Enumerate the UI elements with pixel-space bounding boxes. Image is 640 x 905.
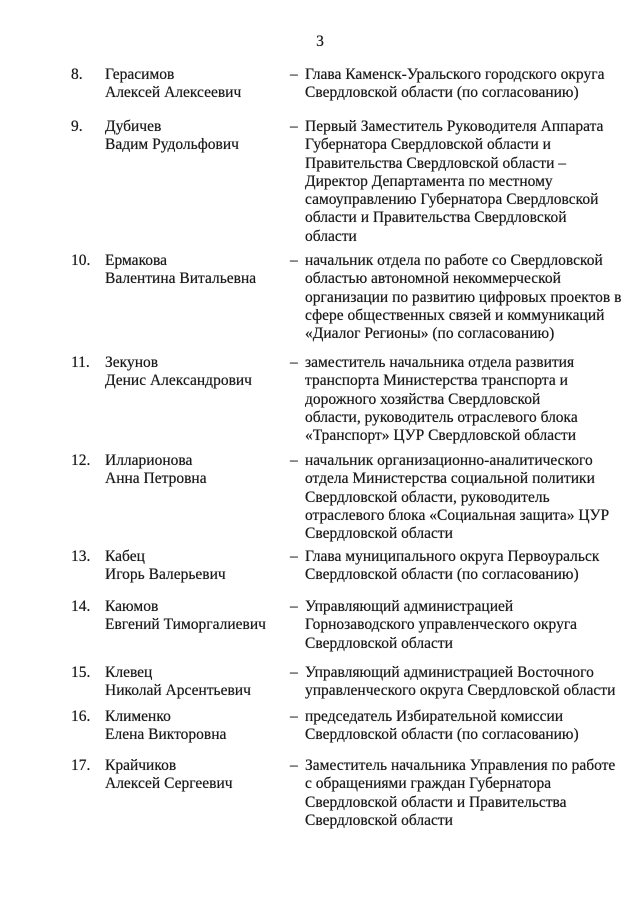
entry-position xyxy=(305,548,617,585)
member-list xyxy=(71,0,622,905)
entry-name xyxy=(105,548,290,585)
position-line: Глава муниципального округа Первоуральск xyxy=(305,548,600,565)
entry-number: 13. xyxy=(71,548,91,565)
position-line: начальник организационно-аналитического xyxy=(305,452,593,469)
position-line: Глава Каменск-Уральского городского округа xyxy=(305,66,605,83)
position-line: Губернатора Свердловской области и xyxy=(305,136,551,154)
entry-number: 11. xyxy=(71,354,90,371)
position-line: Свердловской области xyxy=(305,634,453,652)
name-line: Зекунов xyxy=(105,354,159,371)
name-line: Вадим Рудольфович xyxy=(105,136,239,154)
position-line: Горнозаводского управленческого округа xyxy=(305,616,578,634)
position-line: дорожного хозяйства Свердловской xyxy=(305,390,541,408)
name-line: Каюмов xyxy=(105,598,159,615)
name-line: Валентина Витальевна xyxy=(105,270,257,288)
entry-name xyxy=(105,664,290,701)
name-line: Елена Викторовна xyxy=(105,726,227,744)
position-line: Директор Департамента по местному xyxy=(305,172,553,190)
entry-name xyxy=(105,118,290,155)
position-line: Свердловской области, руководитель xyxy=(305,488,550,506)
entry-position xyxy=(305,664,617,701)
position-line: Свердловской области и Правительства xyxy=(305,793,567,811)
entry-dash: – xyxy=(290,708,298,725)
entry-name xyxy=(105,598,290,635)
name-line: Герасимов xyxy=(105,66,175,83)
list-item xyxy=(71,548,617,585)
position-line: Свердловской области (по согласованию) xyxy=(305,566,579,584)
position-line: области xyxy=(305,227,357,245)
entry-dash: – xyxy=(290,252,298,269)
position-line: областью автономной некоммерческой xyxy=(305,270,561,288)
name-line: Илларионова xyxy=(105,452,193,469)
name-line: Алексей Сергеевич xyxy=(105,775,233,793)
entry-number: 16. xyxy=(71,708,91,725)
entry-name xyxy=(105,757,290,794)
name-line: Анна Петровна xyxy=(105,470,207,488)
name-line: Крайчиков xyxy=(105,757,177,774)
position-line: отдела Министерства социальной политики xyxy=(305,470,595,488)
list-item xyxy=(71,354,617,445)
position-line: Заместитель начальника Управления по работе xyxy=(305,757,616,774)
name-line: Кабец xyxy=(105,548,145,565)
entry-name xyxy=(105,252,290,289)
list-item xyxy=(71,664,617,701)
entry-number: 8. xyxy=(71,66,83,83)
entry-position xyxy=(305,757,617,830)
position-line: Свердловской области xyxy=(305,811,453,829)
position-line: заместитель начальника отдела развития xyxy=(305,354,575,371)
entry-dash: – xyxy=(290,548,298,565)
position-line: области, руководитель отраслевого блока xyxy=(305,408,578,426)
entry-dash: – xyxy=(290,757,298,774)
name-line: Николай Арсентьевич xyxy=(105,682,251,700)
position-line: «Транспорт» ЦУР Свердловской области xyxy=(305,427,577,445)
position-line: Свердловской области (по согласованию) xyxy=(305,84,579,102)
name-line: Евгений Тиморгалиевич xyxy=(105,616,266,634)
name-line: Дубичев xyxy=(105,118,162,135)
position-line: Управляющий администрацией xyxy=(305,598,514,615)
entry-position xyxy=(305,354,617,445)
position-line: Свердловской области xyxy=(305,525,453,543)
entry-dash: – xyxy=(290,598,298,615)
entry-position xyxy=(305,118,617,246)
position-line: с обращениями граждан Губернатора xyxy=(305,775,552,793)
entry-number: 17. xyxy=(71,757,91,774)
name-line: Ермакова xyxy=(105,252,168,269)
position-line: организации по развитию цифровых проектов в xyxy=(305,288,622,306)
name-line: Клевец xyxy=(105,664,153,681)
position-line: транспорта Министерства транспорта и xyxy=(305,372,568,390)
position-line: «Диалог Регионы» (по согласованию) xyxy=(305,325,555,343)
entry-name xyxy=(105,66,290,103)
position-line: Управляющий администрацией Восточного xyxy=(305,664,594,681)
list-item xyxy=(71,452,617,543)
name-line: Алексей Алексеевич xyxy=(105,84,242,102)
name-line: Игорь Валерьевич xyxy=(105,566,226,584)
entry-position xyxy=(305,708,617,745)
position-line: сфере общественных связей и коммуникаций xyxy=(305,306,605,324)
page-number: 3 xyxy=(316,33,324,50)
entry-position xyxy=(305,452,617,543)
name-line: Денис Александрович xyxy=(105,372,252,390)
position-line: председатель Избирательной комиссии xyxy=(305,708,564,725)
position-line: Свердловской области (по согласованию) xyxy=(305,726,579,744)
position-line: Правительства Свердловской области – xyxy=(305,154,566,172)
entry-position xyxy=(305,252,621,343)
list-item xyxy=(71,118,617,246)
entry-dash: – xyxy=(290,66,298,83)
position-line: управленческого округа Свердловской области xyxy=(305,682,616,700)
entry-number: 12. xyxy=(71,452,91,469)
position-line: начальник отдела по работе со Свердловской xyxy=(305,252,603,269)
entry-number: 15. xyxy=(71,664,91,681)
position-line: Первый Заместитель Руководителя Аппарата xyxy=(305,118,604,135)
entry-name xyxy=(105,708,290,745)
entry-number: 14. xyxy=(71,598,91,615)
entry-dash: – xyxy=(290,354,298,371)
entry-dash: – xyxy=(290,118,298,135)
entry-number: 10. xyxy=(71,252,91,269)
list-item xyxy=(71,757,617,830)
position-line: области и Правительства Свердловской xyxy=(305,209,567,227)
list-item xyxy=(71,708,617,745)
entry-dash: – xyxy=(290,452,298,469)
position-line: отраслевого блока «Социальная защита» ЦУР xyxy=(305,506,610,524)
entry-number: 9. xyxy=(71,118,83,135)
entry-position xyxy=(305,598,617,653)
entry-name xyxy=(105,452,290,489)
list-item xyxy=(71,598,617,653)
entry-dash: – xyxy=(290,664,298,681)
list-item xyxy=(71,66,617,103)
entry-position xyxy=(305,66,617,103)
entry-name xyxy=(105,354,290,391)
name-line: Клименко xyxy=(105,708,171,725)
position-line: самоуправлению Губернатора Свердловской xyxy=(305,191,599,209)
list-item xyxy=(71,252,622,343)
